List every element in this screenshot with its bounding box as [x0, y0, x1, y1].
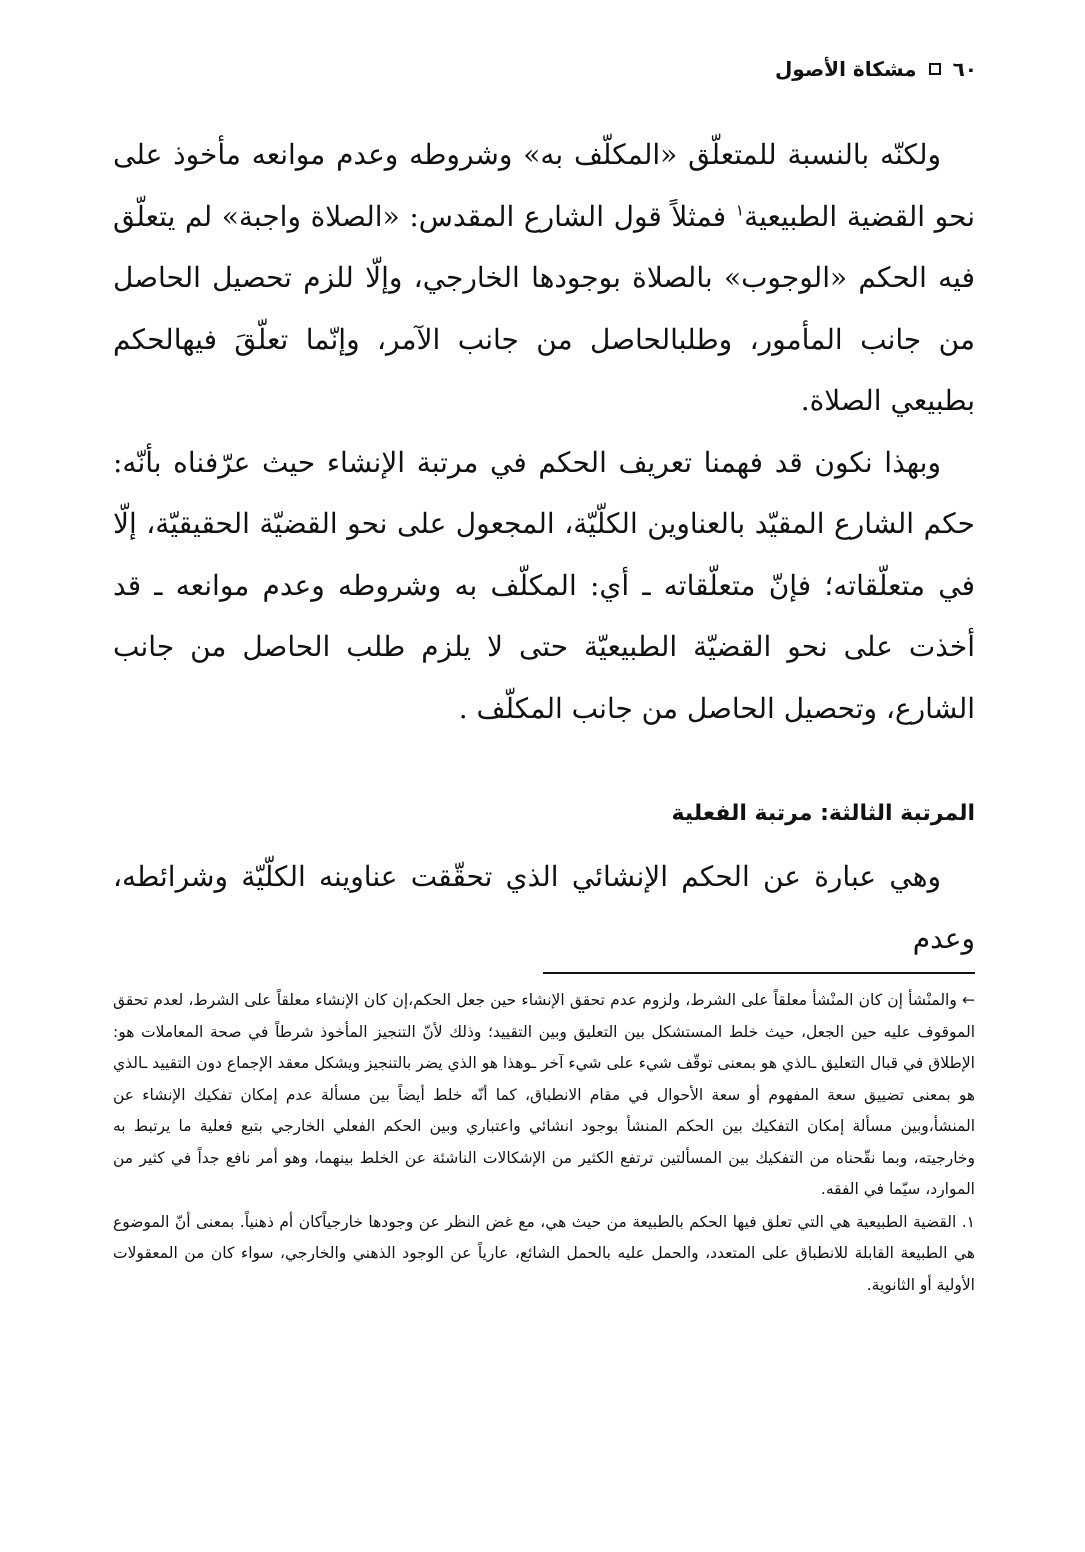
paragraph-1-text: ولكنّه بالنسبة للمتعلّق «المكلّف به» وشروطه وعدم موانعه مأخوذ على نحو القضية الطبيعية — [113, 138, 976, 233]
footnote-divider — [543, 972, 975, 974]
paragraph-2: وبهذا نكون قد فهمنا تعريف الحكم في مرتبة الإنشاء حيث عرّفناه بأنّه: حكم الشارع المقيّد بالعناوين الكلّيّة، المجعول على نحو القضيّة الحقيقيّة، إلّا في متعلّقاته؛ فإنّ متعلّقاته ـ أي: المكلّف به وشروطه وعدم موانعه ـ قد أخذت على نحو القضيّة الطبيعيّة حتى لا يلزم طلب الحاصل من جانب الشارع، وتحصيل الحاصل من جانب المكلّف . — [113, 445, 975, 725]
paragraph-1-continuation: فمثلاً قول الشارع المقدس: «الصلاة واجبة» لم يتعلّق فيه الحكم «الوجوب» بالصلاة بوجودها الخارجي، وإلّا للزم تحصيل الحاصل من جانب المأمور، وطلبالحاصل من جانب الآمر، وإنّما تعلّقَ فيهالحكم بطبيعي الصلاة. — [113, 199, 975, 417]
running-header — [775, 54, 977, 84]
section-paragraph: وهي عبارة عن الحكم الإنشائي الذي تحقّقت عناوينه الكلّيّة وشرائطه، وعدم — [113, 860, 975, 955]
main-text — [113, 124, 975, 739]
square-separator-icon — [929, 63, 941, 75]
footnote-ref-1[interactable]: ١ — [735, 201, 745, 220]
book-title: مشكاة الأصول — [774, 57, 917, 81]
footnote-continued: ← والمنْشأ إن كان المنْشأ معلقاً على الشرط، ولزوم عدم تحقق الإنشاء حين جعل الحكم،إن كان الإنشاء معلقاً على الشرط، لعدم تحقق الموقوف عليه حين الجعل، حيث خلط المستشكل بين التعليق وبين التقييد؛ وذلك لأنّ التنجيز المأخوذ شرطاً في صحة المعاملات هو: الإطلاق في قبال التعليق ـالذي هو بمعنى توقّف شيء على شيء آخر ـوهذا هو الذي يضر بالتنجيز ويشكل معقد الإجماع دون التقييد ـالذي هو بمعنى تضييق سعة المفهوم أو سعة الأحوال في مقام الانطباق، كما أنّه خلط أيضاً بين مسألة عدم إمكان تفكيك الإنشاء عن المنشأ،وبين مسألة إمكان التفكيك بين الحكم المنشأ بوجود انشائي واعتباري وبين الحكم الفعلي الخارجي بتبع فعلية ما يرتبط به وخارجيته، وبما نقّحناه من التفكيك بين المسألتين ترتفع الكثير من الإشكالات الناشئة عن الخلط بينهما، وهو أمر نافع جداً في كثير من الموارد، سيّما في الفقه. — [113, 991, 975, 1198]
section-heading: المرتبة الثالثة: مرتبة الفعلية — [671, 801, 975, 826]
paragraph-1 — [113, 124, 975, 432]
footnote-1: ١. القضية الطبيعية هي التي تعلق فيها الحكم بالطبيعة من حيث هي، مع غض النظر عن وجودها خارجياًكان أم ذهنياً. بمعنى أنّ الموضوع هي الطبيعة القابلة للانطباق على المتعدد، والحمل عليه بالحمل الشائع، عارياً عن الوجود الذهني والخارجي، سواء كان من المعقولات الأولية أو الثانوية. — [113, 1212, 975, 1294]
footnotes — [113, 985, 975, 1301]
page-number: ٦٠ — [952, 57, 977, 81]
